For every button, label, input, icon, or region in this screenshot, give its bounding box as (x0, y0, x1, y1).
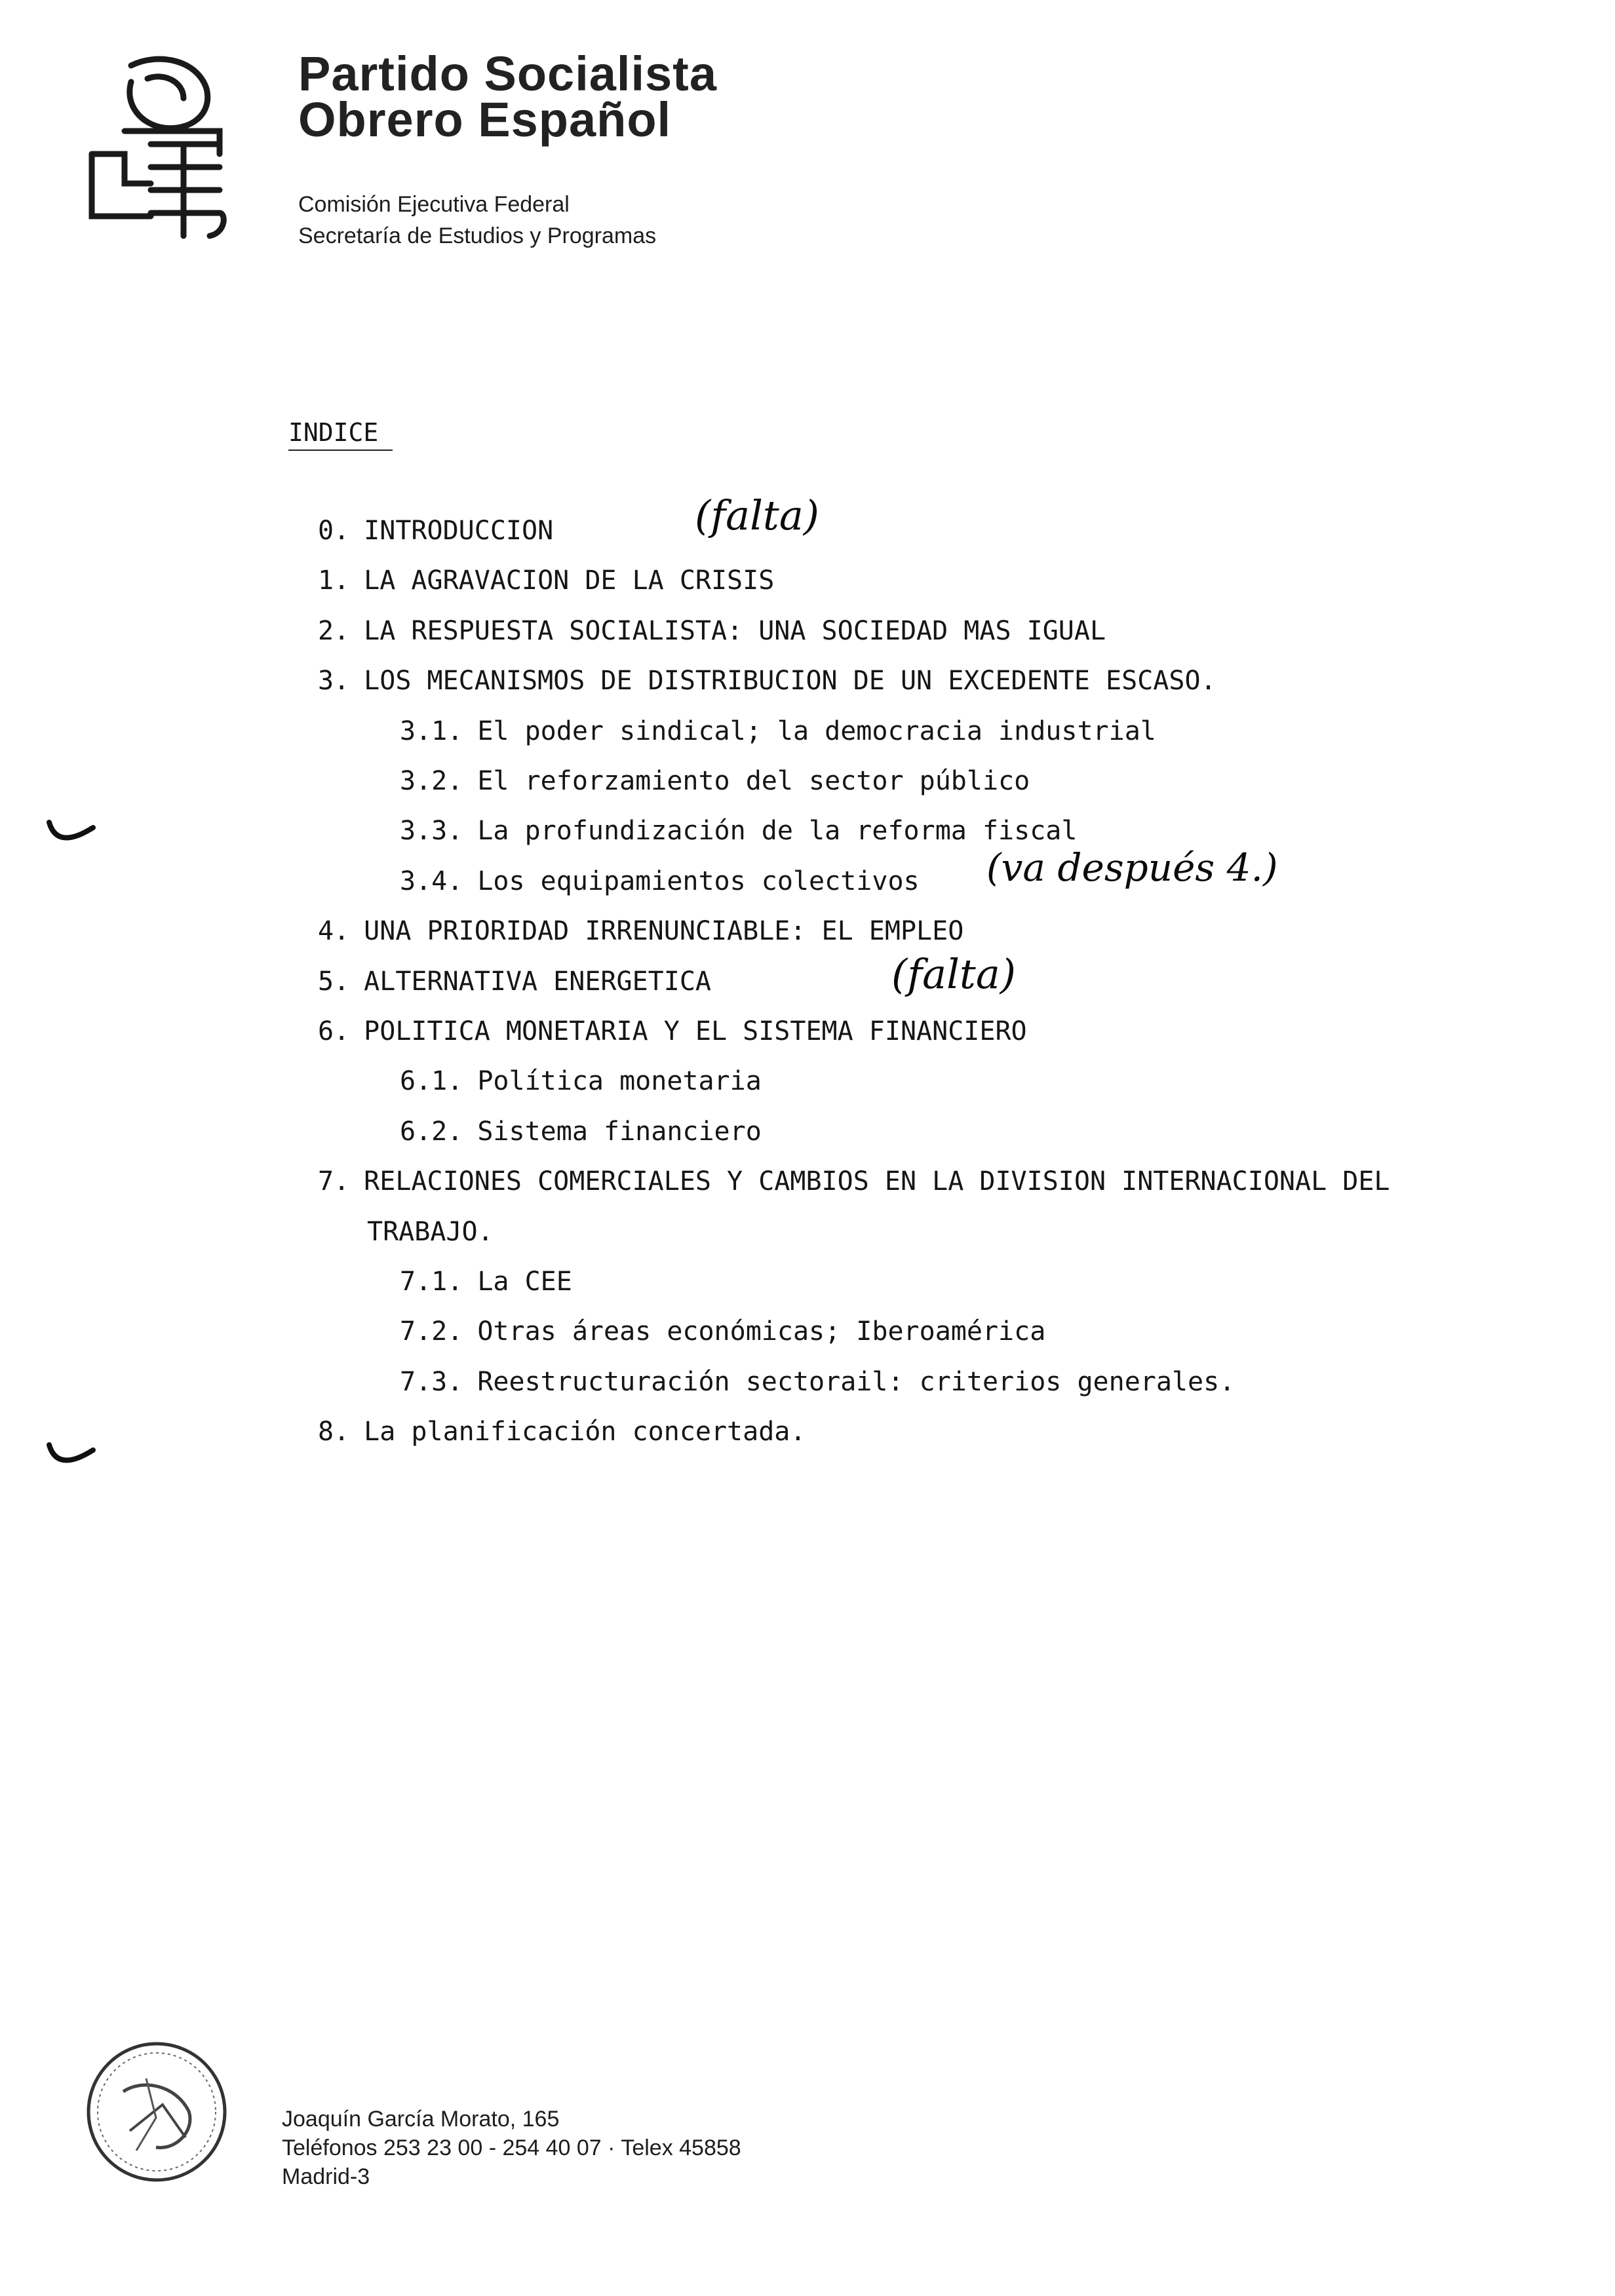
toc-item-text: RELACIONES COMERCIALES Y CAMBIOS EN LA DIVISION INTERNACIONAL DEL (364, 1166, 1390, 1196)
toc-item (400, 715, 1156, 748)
address-line1: Joaquín García Morato, 165 (282, 2107, 560, 2132)
toc-item (318, 1015, 1027, 1048)
handwritten-note-va-despues: (va después 4.) (986, 845, 1278, 890)
toc-item-number: 7.3. (400, 1367, 463, 1397)
toc-item-text: POLITICA MONETARIA Y EL SISTEMA FINANCIERO (364, 1016, 1027, 1046)
toc-item-text: LA AGRAVACION DE LA CRISIS (364, 565, 775, 596)
margin-mark-icon (46, 816, 98, 849)
toc-item-number: 3.2. (400, 766, 463, 796)
toc-item-number: 4. (318, 916, 350, 946)
address-line2: Teléfonos 253 23 00 - 254 40 07 · Telex 45858 (282, 2135, 741, 2160)
toc-item-text: El poder sindical; la democracia industrial (477, 716, 1156, 746)
footer-address (282, 2105, 741, 2191)
toc-item-number: 1. (318, 565, 350, 596)
party-name-line1: Partido Socialista (298, 47, 717, 101)
toc-item-text: LOS MECANISMOS DE DISTRIBUCION DE UN EXCEDENTE ESCASO. (364, 666, 1216, 696)
toc-item-text: Los equipamientos colectivos (477, 866, 920, 896)
toc-item-number: 6.2. (400, 1117, 463, 1147)
toc-item-number: 7. (318, 1166, 350, 1196)
toc-item (318, 915, 963, 947)
toc-item-number: 5. (318, 966, 350, 997)
toc-item-number: 7.2. (400, 1316, 463, 1347)
toc-item (400, 1366, 1235, 1398)
toc-item (318, 965, 711, 998)
toc-item-number: 3.1. (400, 716, 463, 746)
toc-item-text: UNA PRIORIDAD IRRENUNCIABLE: EL EMPLEO (364, 916, 964, 946)
toc-item-text: ALTERNATIVA ENERGETICA (364, 966, 711, 997)
toc-item (400, 1315, 1045, 1348)
toc-item (318, 564, 774, 597)
toc-item (318, 1165, 1390, 1198)
party-name-line2: Obrero Español (298, 92, 672, 147)
party-name (298, 47, 717, 147)
toc-item-text: Reestructuración sectorail: criterios generales. (477, 1367, 1236, 1397)
toc-item (318, 664, 1216, 697)
department-line2: Secretaría de Estudios y Programas (298, 223, 657, 248)
margin-mark-icon (46, 1438, 98, 1471)
toc-item-text: La profundización de la reforma fiscal (477, 816, 1078, 846)
toc-item-number: 0. (318, 516, 350, 546)
toc-item (318, 514, 553, 547)
toc-item-number: 2. (318, 616, 350, 646)
toc-item-text: Otras áreas económicas; Iberoamérica (477, 1316, 1046, 1347)
toc-item (367, 1215, 494, 1248)
toc-item (400, 814, 1077, 847)
toc-item (318, 1415, 806, 1448)
toc-item-number: 3.3. (400, 816, 463, 846)
toc-item (400, 765, 1030, 797)
psoe-logo-icon (85, 52, 229, 249)
toc-item (400, 1115, 762, 1148)
address-line3: Madrid-3 (282, 2164, 370, 2189)
toc-item-text: La CEE (477, 1267, 572, 1297)
toc-item-number: 3.4. (400, 866, 463, 896)
department-line1: Comisión Ejecutiva Federal (298, 192, 570, 217)
toc-item (318, 615, 1106, 647)
toc-item-text: La planificación concertada. (364, 1417, 806, 1447)
toc-item-text: Política monetaria (477, 1066, 762, 1096)
department (298, 189, 656, 252)
toc-item-text: LA RESPUESTA SOCIALISTA: UNA SOCIEDAD MAS IGUAL (364, 616, 1106, 646)
toc-item-number: 3. (318, 666, 350, 696)
toc-item-number: 8. (318, 1417, 350, 1447)
toc-item (400, 1265, 572, 1298)
circular-stamp-icon (84, 2039, 229, 2185)
toc-item-text: INTRODUCCION (364, 516, 554, 546)
toc-item-text: TRABAJO. (367, 1217, 494, 1247)
toc-item (400, 1065, 762, 1098)
toc-item-text: Sistema financiero (477, 1117, 762, 1147)
handwritten-note-falta-1: (falta) (695, 491, 819, 539)
index-title: INDICE (288, 418, 393, 451)
toc-item-number: 6.1. (400, 1066, 463, 1096)
toc-item-text: El reforzamiento del sector público (477, 766, 1030, 796)
toc-item (400, 865, 920, 898)
handwritten-note-falta-2: (falta) (891, 950, 1016, 998)
toc-item-number: 6. (318, 1016, 350, 1046)
toc-item-number: 7.1. (400, 1267, 463, 1297)
